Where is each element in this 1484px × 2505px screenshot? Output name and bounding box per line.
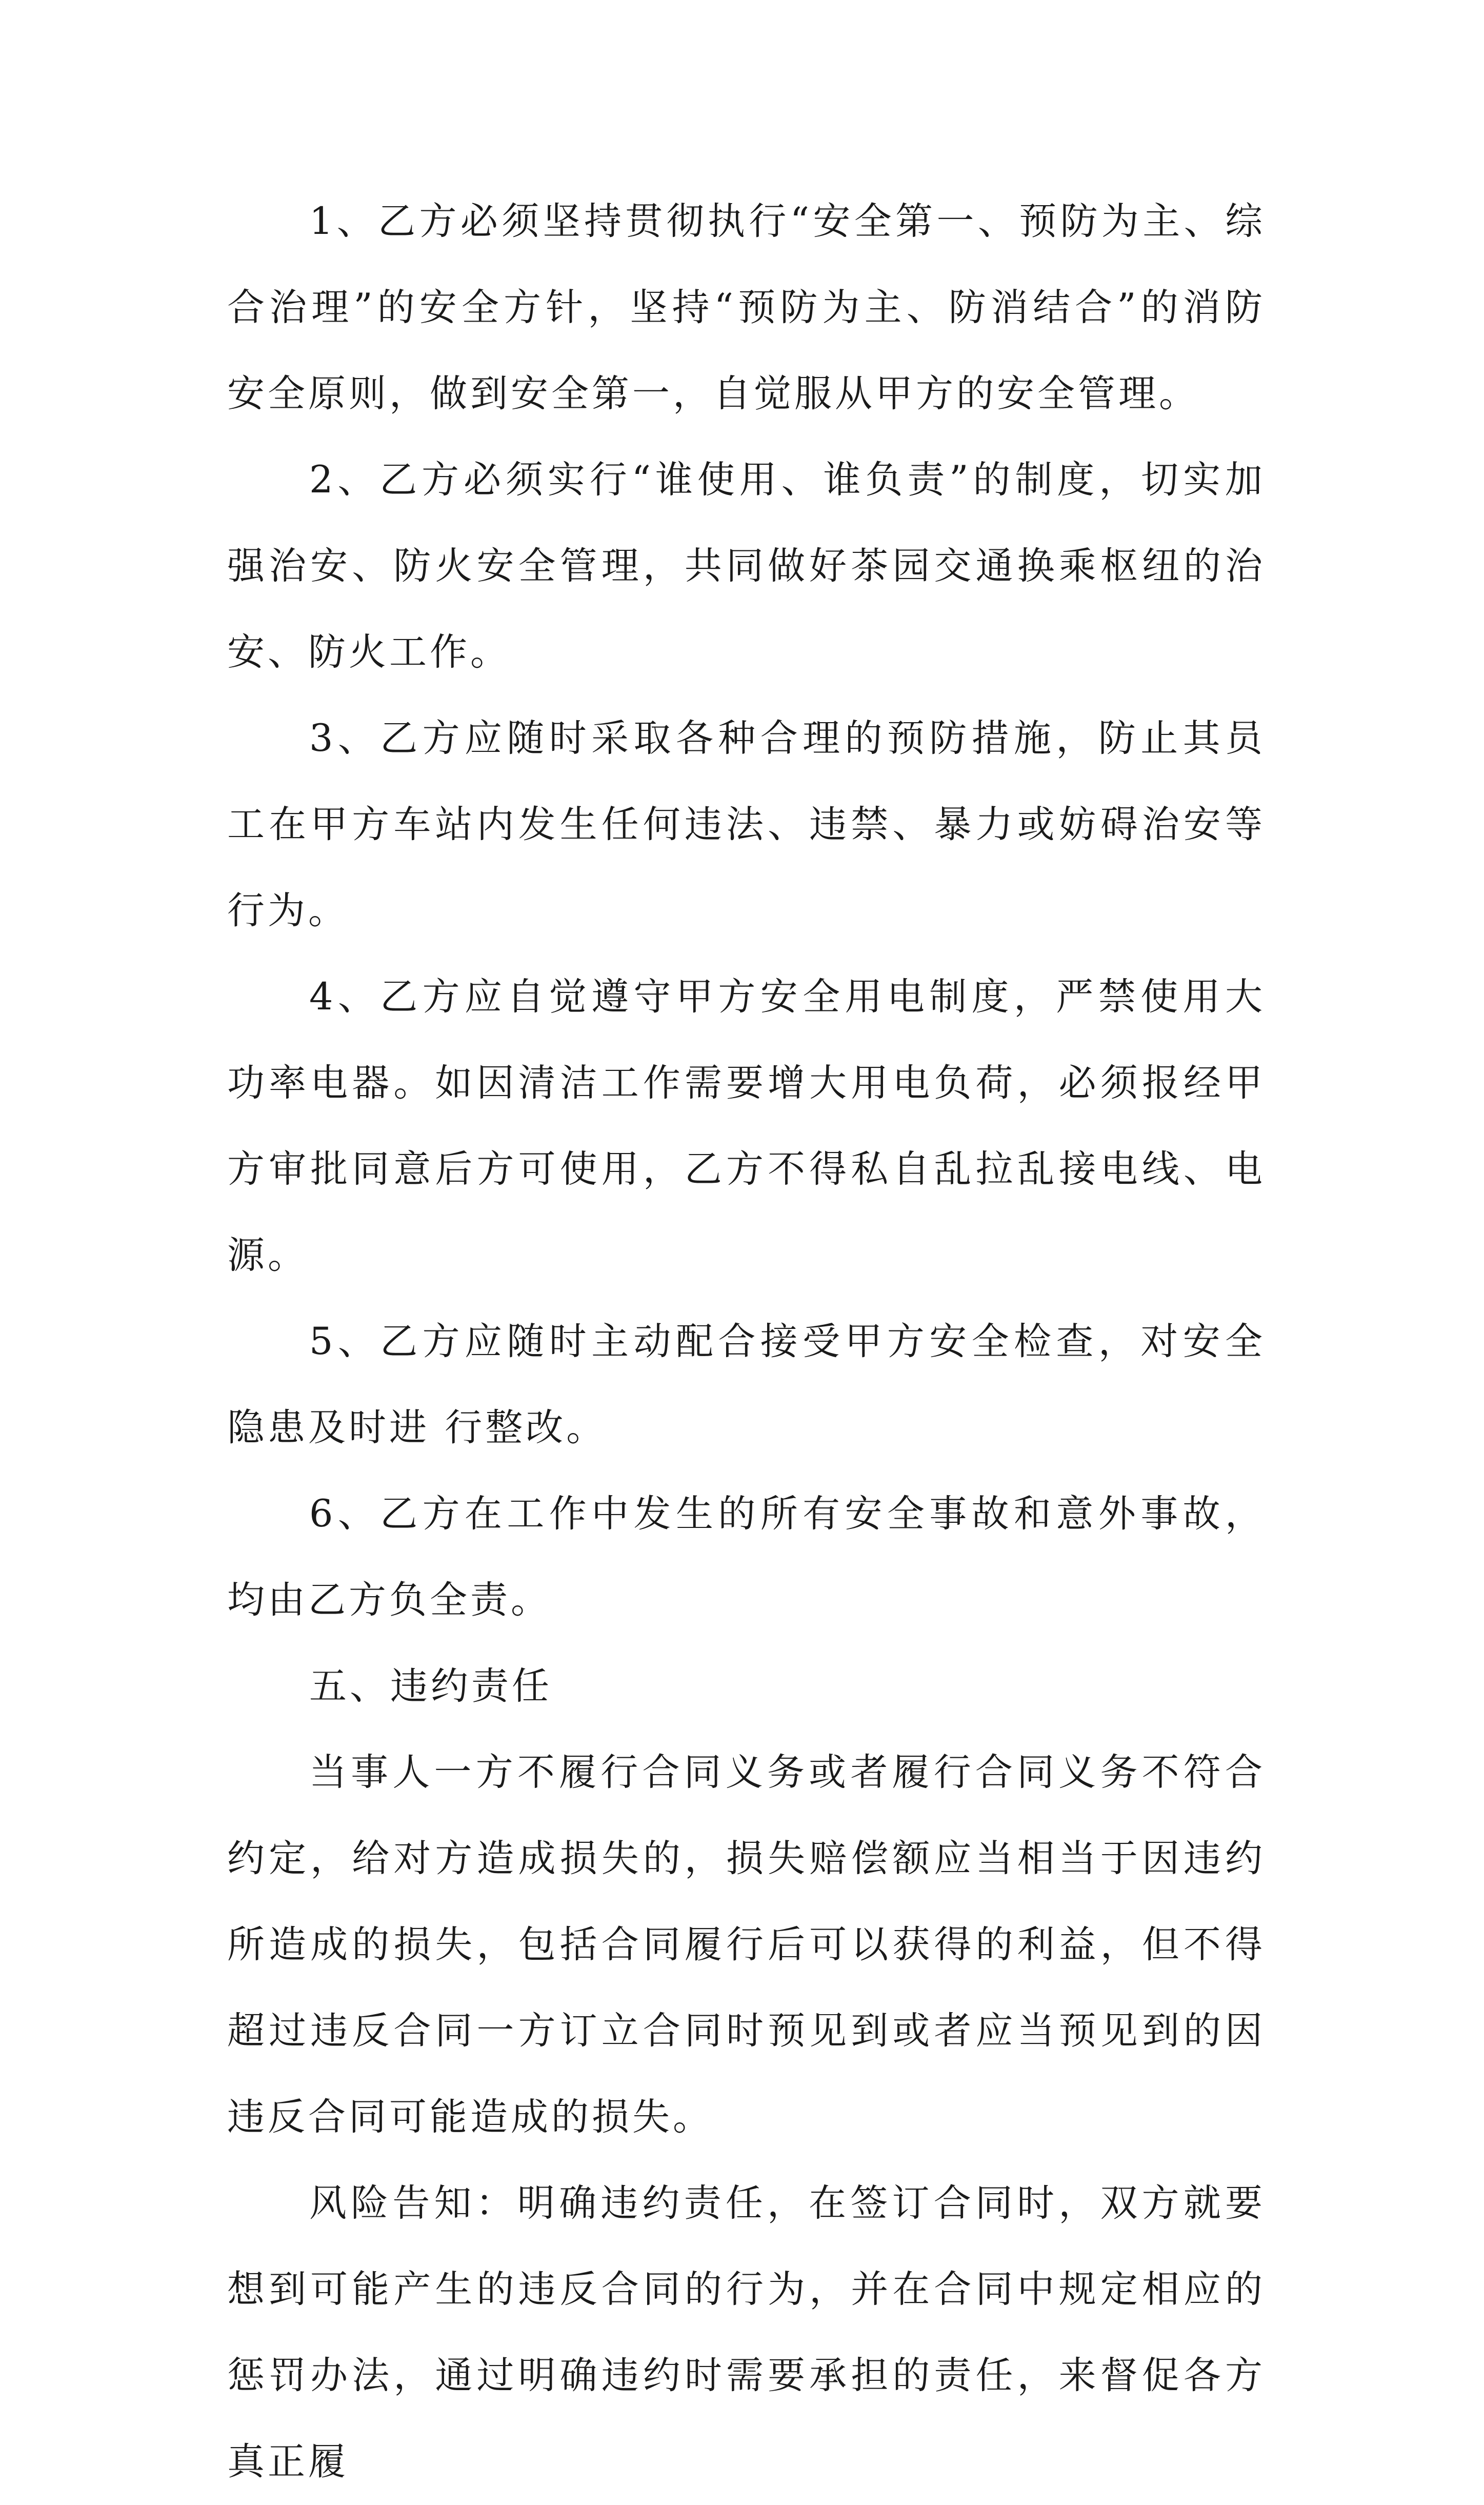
paragraph-responsibility-system: 2、乙方必须实行“谁使用、谁负责”的制度，切实加强治安、防火安全管理，共同做好茶园交通换乘枢纽的治安、防火工作。	[227, 458, 1266, 674]
paragraph-preventive-measures: 3、乙方应随时采取各种合理的预防措施，防止其员工在甲方车站内发生任何违法、违禁、暴力或妨碍治安等行为。	[227, 717, 1266, 932]
paragraph-accident-liability: 6、乙方在工作中发生的所有安全事故和意外事故，均由乙方负全责。	[227, 1492, 1266, 1622]
paragraph-safety-inspection: 5、乙方应随时主动配合接受甲方安全检查，对安全隐患及时进 行整改。	[227, 1320, 1266, 1449]
paragraph-electricity-rules: 4、乙方应自觉遵守甲方安全用电制度，严禁使用大功率电器。如因清洁工作需要增大用电负荷，必须报经甲方审批同意后方可使用，乙方不得私自乱拉乱接电线、电源。	[227, 975, 1266, 1277]
section-heading-breach-liability: 五、违约责任	[309, 1664, 552, 1708]
paragraph-breach-compensation: 当事人一方不履行合同义务或者履行合同义务不符合约定，给对方造成损失的，损失赔偿额应当相当于因违约所造成的损失，包括合同履行后可以获得的利益，但不得超过违反合同一方订立合同时预见到或者应当预见到的因违反合同可能造成的损失。	[227, 1751, 1266, 2139]
document-body	[227, 178, 1266, 2505]
paragraph-risk-notice: 风险告知：明确违约责任，在签订合同时，双方就要想到可能产生的违反合同的行为，并在合同中规定相应的惩罚办法，通过明确违约时需要承担的责任，来督促各方真正履	[227, 2181, 1266, 2483]
paragraph-safety-policy: 1、乙方必须坚持贯彻执行“安全第一、预防为主、综合治理”的安全方针，坚持“预防为主、防消结合”的消防安全原则，做到安全第一，自觉服从甲方的安全管理。	[227, 200, 1266, 415]
